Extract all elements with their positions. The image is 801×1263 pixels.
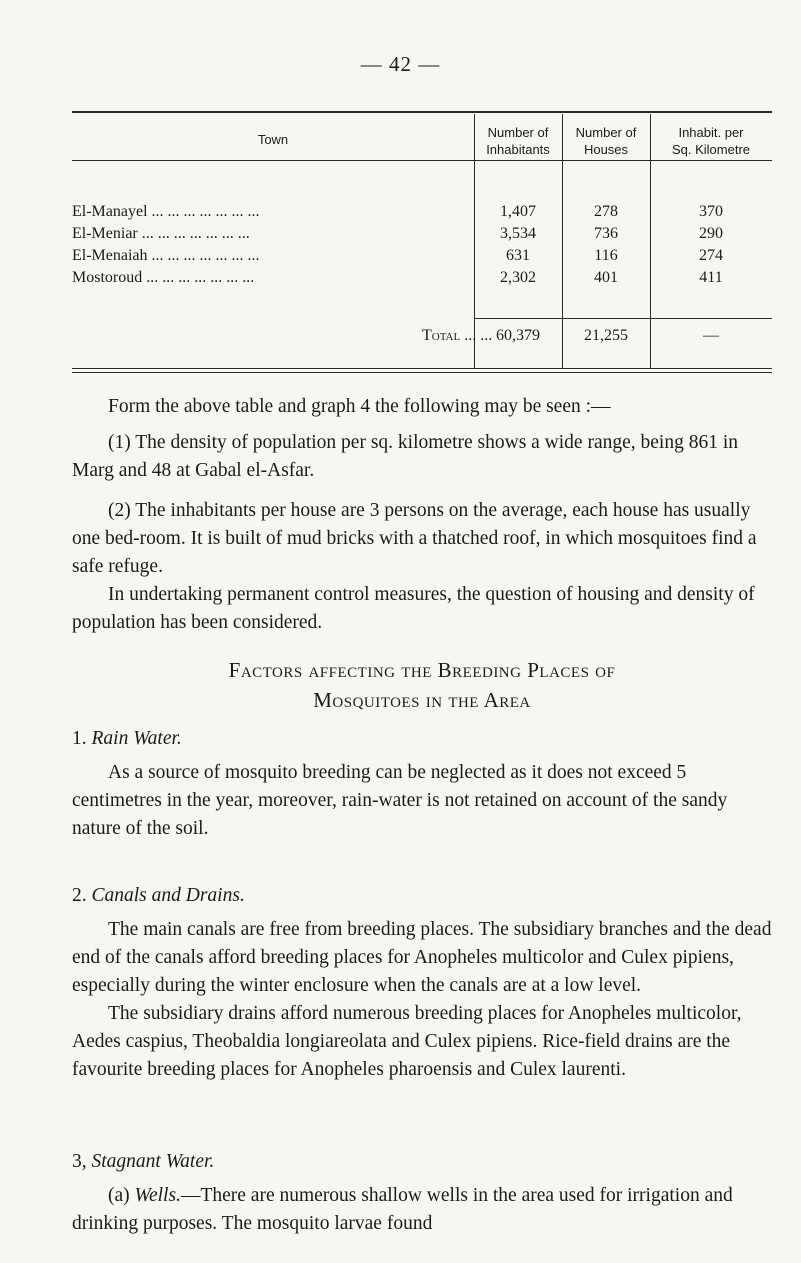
houses-cell: 401 bbox=[594, 269, 618, 286]
table-total-row bbox=[72, 327, 772, 348]
town-cell: El-Manayel ... ... ... ... ... ... ... bbox=[72, 203, 260, 220]
section-number: 1. bbox=[72, 728, 87, 749]
density-cell: 274 bbox=[699, 247, 723, 264]
town-cell: Mostoroud ... ... ... ... ... ... ... bbox=[72, 269, 255, 286]
subsection-text: —There are numerous shallow wells in the area used for irrigation and drinking purposes. The mosquito larvae found bbox=[72, 1185, 733, 1234]
section-3 bbox=[72, 1148, 772, 1238]
total-rule bbox=[474, 318, 772, 319]
table-top-rule bbox=[72, 111, 772, 113]
point-2-paragraph: (2) The inhabitants per house are 3 persons on the average, each house has usually one bed-room. It is built of mud bricks with a thatched roof, in which mosquitoes find a safe refuge. bbox=[72, 500, 757, 577]
inhabitants-cell: 2,302 bbox=[500, 269, 536, 286]
houses-cell: 736 bbox=[594, 225, 618, 242]
header-line: Sq. Kilometre bbox=[671, 142, 751, 157]
header-houses bbox=[562, 124, 650, 158]
density-cell: 370 bbox=[699, 203, 723, 220]
header-inhabitants bbox=[474, 124, 562, 158]
total-houses: 21,255 bbox=[584, 327, 628, 344]
section-number: 2. bbox=[72, 885, 87, 906]
header-line: Number of bbox=[575, 125, 637, 140]
section-title-text: Canals and Drains. bbox=[91, 885, 245, 906]
inhabitants-cell: 631 bbox=[506, 247, 530, 264]
section-3a-paragraph bbox=[72, 1182, 772, 1238]
header-line: Inhabit. per bbox=[678, 125, 744, 140]
section-title bbox=[72, 1148, 772, 1176]
body-text bbox=[72, 393, 772, 637]
section-title bbox=[72, 882, 772, 910]
section-title bbox=[72, 725, 772, 753]
houses-cell: 278 bbox=[594, 203, 618, 220]
section-title-text: Stagnant Water. bbox=[91, 1151, 215, 1172]
table-row bbox=[72, 247, 772, 268]
section-2 bbox=[72, 882, 772, 1084]
header-density bbox=[650, 124, 772, 158]
section-1 bbox=[72, 725, 772, 843]
inhabitants-cell: 3,534 bbox=[500, 225, 536, 242]
section-title-text: Rain Water. bbox=[91, 728, 182, 749]
header-rule bbox=[72, 160, 772, 161]
table-row bbox=[72, 203, 772, 224]
section-2-paragraph: The main canals are free from breeding places. The subsidiary branches and the dead end of the canals afford breeding places for Anopheles multicolor and Culex pipiens, especially during the winter enclosure when the canals are at a low level. bbox=[72, 919, 772, 996]
section-number: 3, bbox=[72, 1151, 87, 1172]
page-number: — 42 — bbox=[360, 52, 441, 76]
point-1-paragraph: (1) The density of population per sq. kilometre shows a wide range, being 861 in Marg and 48 at Gabal el-Asfar. bbox=[72, 432, 739, 481]
table-bottom-rule bbox=[72, 368, 772, 369]
header-town: Town bbox=[257, 132, 289, 147]
subsection-label: (a) bbox=[108, 1185, 130, 1206]
density-cell: 290 bbox=[699, 225, 723, 242]
heading-line: Factors affecting the Breeding Places of bbox=[228, 658, 616, 682]
table-row bbox=[72, 225, 772, 246]
table-row bbox=[72, 269, 772, 290]
total-inhabitants: 60,379 bbox=[496, 327, 540, 344]
total-density: — bbox=[703, 327, 719, 344]
header-line: Number of bbox=[487, 125, 549, 140]
houses-cell: 116 bbox=[594, 247, 618, 264]
header-line: Inhabitants bbox=[486, 142, 550, 157]
intro-paragraph: Form the above table and graph 4 the following may be seen :— bbox=[108, 396, 611, 417]
town-cell: El-Meniar ... ... ... ... ... ... ... bbox=[72, 225, 250, 242]
town-cell: El-Menaiah ... ... ... ... ... ... ... bbox=[72, 247, 260, 264]
section-2-paragraph: The subsidiary drains afford numerous breeding places for Anopheles multicolor, Aedes caspius, Theobaldia longiareolata and Culex pipiens. Rice-field drains are the favourite breeding places for Anopheles pharoensis and Culex laurenti. bbox=[72, 1003, 742, 1080]
density-cell: 411 bbox=[699, 269, 723, 286]
section-heading bbox=[72, 655, 772, 715]
point-2b-paragraph: In undertaking permanent control measures, the question of housing and density of population has been considered. bbox=[72, 584, 755, 633]
subsection-title: Wells. bbox=[134, 1185, 181, 1206]
total-label: Total ... ... bbox=[422, 327, 493, 344]
inhabitants-cell: 1,407 bbox=[500, 203, 536, 220]
header-line: Houses bbox=[583, 142, 629, 157]
section-1-paragraph: As a source of mosquito breeding can be neglected as it does not exceed 5 centimetres in the year, moreover, rain-water is not retained on account of the sandy nature of the soil. bbox=[72, 762, 728, 839]
heading-line: Mosquitoes in the Area bbox=[313, 688, 531, 712]
table-bottom-rule bbox=[72, 372, 772, 373]
